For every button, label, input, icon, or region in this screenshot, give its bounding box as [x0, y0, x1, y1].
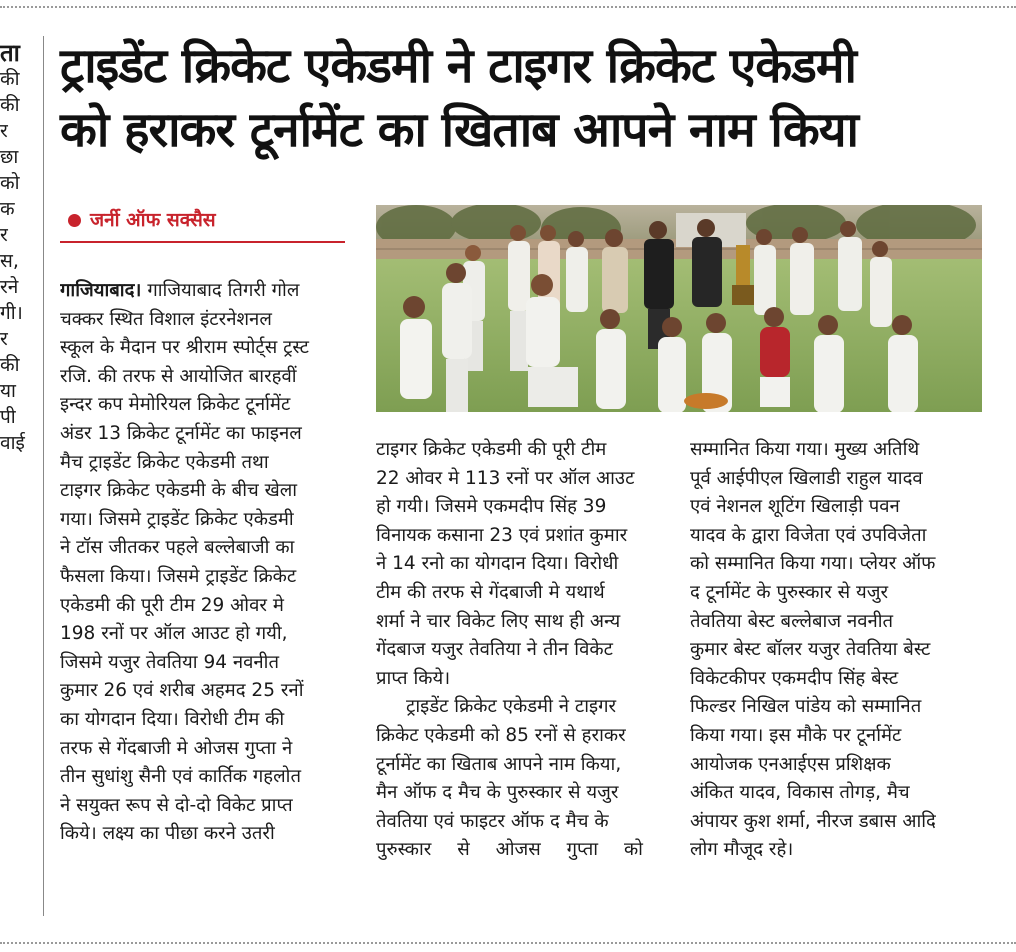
prev-col-line: या — [0, 380, 16, 402]
article-line: 198 रनों पर ऑल आउट हो गयी, — [60, 623, 288, 645]
prev-col-line: र — [0, 224, 8, 246]
article-line: पुरुस्कार से ओजस गुप्ता को — [376, 839, 643, 861]
article-line: टाइगर क्रिकेट एकेडमी के बीच खेला — [60, 480, 298, 502]
article-line: कुमार बेस्ट बॉलर यजुर तेवतिया बेस्ट — [690, 639, 931, 661]
article-line: गेंदबाज यजुर तेवतिया ने तीन विकेट — [376, 639, 613, 661]
article-line: जिसमे यजुर तेवतिया 94 नवनीत — [60, 651, 280, 673]
prev-col-line: छा — [0, 146, 19, 168]
article-line: ने टॉस जीतकर पहले बल्लेबाजी का — [60, 537, 295, 559]
top-dotted-rule — [0, 6, 1016, 8]
article-line: किये। लक्ष्य का पीछा करने उतरी — [60, 823, 275, 845]
prev-col-line: ता — [0, 40, 20, 67]
article-line: प्राप्त किये। — [376, 667, 451, 689]
article-line: एवं नेशनल शूटिंग खिलाड़ी पवन — [690, 496, 900, 518]
prev-col-line: र — [0, 120, 8, 142]
article-line: तेवतिया बेस्ट बल्लेबाज नवनीत — [690, 610, 894, 632]
article-column-3 — [690, 436, 982, 865]
article-line: सम्मानित किया गया। मुख्य अतिथि — [690, 439, 920, 460]
bottom-dotted-rule — [0, 942, 1016, 944]
article-line: 22 ओवर मे 113 रनों पर ऑल आउट — [376, 467, 635, 489]
team-photo-illustration — [376, 205, 982, 412]
article-line: द टूर्नामेंट के पुरुस्कार से यजुर — [690, 581, 889, 603]
article-line: मैच ट्राइडेंट क्रिकेट एकेडमी तथा — [60, 451, 269, 473]
article-line: अंपायर कुश शर्मा, नीरज डबास आदि — [690, 810, 936, 832]
article-line: क्रिकेट एकेडमी को 85 रनों से हराकर — [376, 724, 626, 746]
article-line: यादव के द्वारा विजेता एवं उपविजेता — [690, 524, 927, 546]
prev-col-line: स, — [0, 250, 19, 272]
article-line: स्कूल के मैदान पर श्रीराम स्पोर्ट्स ट्रस्ट — [60, 337, 309, 359]
article-line: टीम की तरफ से गेंदबाजी मे यथार्थ — [376, 581, 605, 603]
byline-bullet-icon — [68, 214, 81, 227]
prev-col-line: की — [0, 354, 20, 376]
article-line: चक्कर स्थित विशाल इंटरनेशनल — [60, 308, 272, 330]
prev-col-line: पी — [0, 406, 16, 428]
team-photo — [376, 205, 982, 412]
prev-col-line: को — [0, 172, 20, 194]
article-line: अंकित यादव, विकास तोगड़, मैच — [690, 782, 910, 804]
article-line: पूर्व आईपीएल खिलाडी राहुल यादव — [690, 467, 923, 489]
article-line: शर्मा ने चार विकेट लिए साथ ही अन्य — [376, 610, 621, 632]
dateline: गाजियाबाद। — [60, 280, 142, 301]
article-line: आयोजक एनआईएस प्रशिक्षक — [690, 753, 891, 775]
article-line: ट्राइडेंट क्रिकेट एकेडमी ने टाइगर — [406, 696, 617, 718]
article-line: लोग मौजूद रहे। — [690, 839, 794, 861]
prev-col-line: र — [0, 328, 8, 350]
article-line: का योगदान दिया। विरोधी टीम की — [60, 708, 285, 730]
article-line: ने सयुक्त रूप से दो-दो विकेट प्राप्त — [60, 794, 293, 816]
headline-line-2: को हराकर टूर्नामेंट का खिताब आपने नाम किया — [60, 102, 858, 158]
article-line: विनायक कसाना 23 एवं प्रशांत कुमार — [376, 524, 628, 546]
article-line: टूर्नामेंट का खिताब आपने नाम किया, — [376, 753, 622, 775]
article-line: विकेटकीपर एकमदीप सिंह बेस्ट — [690, 667, 899, 689]
prev-col-line: गी। — [0, 302, 23, 324]
article-line: तरफ से गेंदबाजी मे ओजस गुप्ता ने — [60, 737, 293, 759]
article-line: तीन सुधांशु सैनी एवं कार्तिक गहलोत — [60, 766, 302, 788]
byline: जर्नी ऑफ सक्सैस — [90, 209, 216, 231]
article-column-2 — [376, 436, 664, 865]
article-line: गाजियाबाद। गाजियाबाद तिगरी गोल — [60, 280, 300, 301]
prev-col-line: की — [0, 68, 20, 90]
article-line: गया। जिसमे ट्राइडेंट क्रिकेट एकेडमी — [60, 508, 294, 530]
article-line: टाइगर क्रिकेट एकेडमी की पूरी टीम — [376, 439, 607, 460]
article-line: एकेडमी की पूरी टीम 29 ओवर मे — [60, 594, 284, 616]
article-column-1 — [60, 277, 348, 849]
headline-line-1: ट्राइडेंट क्रिकेट एकेडमी ने टाइगर क्रिकेट एकेडमी — [60, 38, 856, 94]
article-line: हो गयी। जिसमे एकमदीप सिंह 39 — [376, 496, 607, 518]
prev-col-line: रने — [0, 276, 19, 298]
article-line: मैन ऑफ द मैच के पुरुस्कार से यजुर — [376, 782, 619, 804]
article-line: तेवतिया एवं फाइटर ऑफ द मैच के — [376, 810, 609, 832]
article-line: फिल्डर निखिल पांडेय को सम्मानित — [690, 696, 922, 718]
headline — [60, 34, 990, 162]
article-line: ने 14 रनो का योगदान दिया। विरोधी — [376, 553, 619, 575]
article-line: अंडर 13 क्रिकेट टूर्नामेंट का फाइनल — [60, 422, 302, 444]
previous-article-column — [0, 40, 36, 456]
article-line: को सम्मानित किया गया। प्लेयर ऑफ — [690, 553, 936, 575]
column-separator — [43, 36, 44, 916]
article-line: रजि. की तरफ से आयोजित बारहवीं — [60, 365, 297, 387]
article-line: इन्दर कप मेमोरियल क्रिकेट टूर्नामेंट — [60, 394, 291, 416]
prev-col-line: की — [0, 94, 20, 116]
prev-col-line: क — [0, 198, 15, 220]
article-line: किया गया। इस मौके पर टूर्नामेंट — [690, 724, 902, 746]
article-line: कुमार 26 एवं शरीब अहमद 25 रनों — [60, 680, 304, 702]
article-line: फैसला किया। जिसमे ट्राइडेंट क्रिकेट — [60, 565, 297, 587]
prev-col-line: वाई — [0, 432, 25, 454]
